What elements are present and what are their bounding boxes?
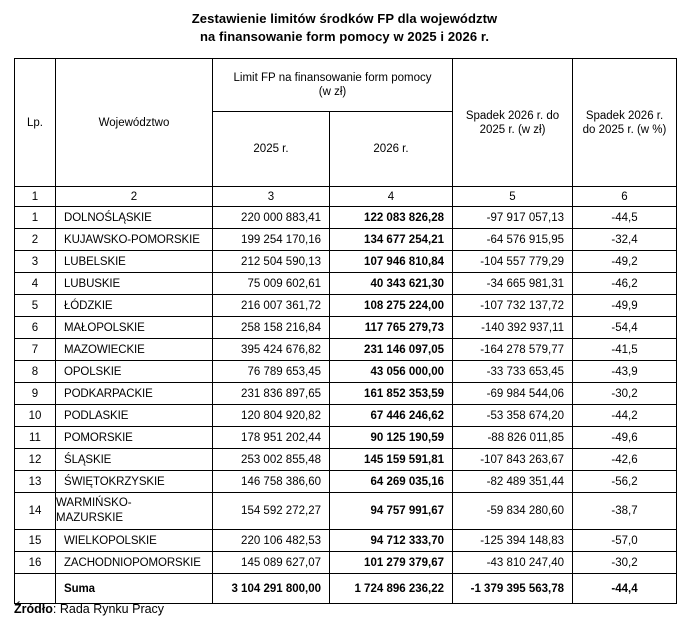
row-2026: 90 125 190,59 (330, 427, 453, 449)
limits-table (14, 58, 677, 604)
row-2025: 120 804 920,82 (213, 405, 330, 427)
row-delta-pct: -44,2 (573, 405, 677, 427)
row-delta-pct: -56,2 (573, 471, 677, 493)
table-container (14, 58, 676, 604)
table-row (15, 449, 677, 471)
row-delta-pct: -49,2 (573, 251, 677, 273)
row-2025: 199 254 170,16 (213, 229, 330, 251)
row-lp: 11 (15, 427, 56, 449)
row-lp: 3 (15, 251, 56, 273)
sum-label: Suma (56, 574, 213, 604)
header-spadek-pct-line2: do 2025 r. (w %) (582, 123, 667, 136)
row-2026: 101 279 379,67 (330, 552, 453, 574)
column-number-5: 5 (453, 187, 573, 207)
table-row (15, 207, 677, 229)
header-lp: Lp. (15, 59, 56, 187)
row-2026: 40 343 621,30 (330, 273, 453, 295)
row-delta-zl: -69 984 544,06 (453, 383, 573, 405)
row-region: PODKARPACKIE (56, 383, 213, 405)
sum-2026: 1 724 896 236,22 (330, 574, 453, 604)
page-title (0, 0, 689, 46)
table-row (15, 552, 677, 574)
row-2026: 134 677 254,21 (330, 229, 453, 251)
sum-delta-zl: -1 379 395 563,78 (453, 574, 573, 604)
row-2026: 231 146 097,05 (330, 339, 453, 361)
row-lp: 9 (15, 383, 56, 405)
table-row (15, 229, 677, 251)
row-delta-pct: -41,5 (573, 339, 677, 361)
row-region: PODLASKIE (56, 405, 213, 427)
header-spadek-zl-line2: 2025 r. (w zł) (479, 123, 546, 136)
row-lp: 14 (15, 493, 56, 530)
source-label: Źródło (14, 602, 53, 616)
row-region: OPOLSKIE (56, 361, 213, 383)
header-spadek-pct (573, 59, 677, 187)
table-sum-row (15, 574, 677, 604)
column-number-6: 6 (573, 187, 677, 207)
row-2026: 117 765 279,73 (330, 317, 453, 339)
sum-2025: 3 104 291 800,00 (213, 574, 330, 604)
row-delta-zl: -97 917 057,13 (453, 207, 573, 229)
row-delta-zl: -43 810 247,40 (453, 552, 573, 574)
row-2025: 258 158 216,84 (213, 317, 330, 339)
column-number-4: 4 (330, 187, 453, 207)
row-2026: 145 159 591,81 (330, 449, 453, 471)
row-lp: 2 (15, 229, 56, 251)
table-row (15, 251, 677, 273)
row-delta-pct: -43,9 (573, 361, 677, 383)
row-region: ŚWIĘTOKRZYSKIE (56, 471, 213, 493)
table-row (15, 295, 677, 317)
row-region: LUBUSKIE (56, 273, 213, 295)
header-spadek-pct-line1: Spadek 2026 r. (585, 109, 664, 122)
row-delta-zl: -140 392 937,11 (453, 317, 573, 339)
title-line-1: Zestawienie limitów środków FP dla województw (191, 11, 498, 26)
row-delta-zl: -64 576 915,95 (453, 229, 573, 251)
row-delta-pct: -30,2 (573, 552, 677, 574)
table-row (15, 530, 677, 552)
header-limit-group-line2: (w zł) (318, 86, 347, 98)
header-row-main (15, 59, 677, 112)
header-spadek-zl (453, 59, 573, 187)
table-row (15, 383, 677, 405)
row-delta-pct: -54,4 (573, 317, 677, 339)
row-lp: 1 (15, 207, 56, 229)
row-lp: 13 (15, 471, 56, 493)
row-lp: 4 (15, 273, 56, 295)
row-region: POMORSKIE (56, 427, 213, 449)
row-2026: 107 946 810,84 (330, 251, 453, 273)
row-delta-pct: -46,2 (573, 273, 677, 295)
row-delta-zl: -33 733 653,45 (453, 361, 573, 383)
row-2025: 220 000 883,41 (213, 207, 330, 229)
table-header (15, 59, 677, 187)
row-2026: 43 056 000,00 (330, 361, 453, 383)
row-2025: 216 007 361,72 (213, 295, 330, 317)
column-number-1: 1 (15, 187, 56, 207)
row-2025: 212 504 590,13 (213, 251, 330, 273)
row-lp: 10 (15, 405, 56, 427)
row-region: ŚLĄSKIE (56, 449, 213, 471)
column-number-row (15, 187, 677, 207)
row-delta-zl: -107 732 137,72 (453, 295, 573, 317)
header-limit-group (213, 59, 453, 112)
sum-lp (15, 574, 56, 604)
row-2026: 94 757 991,67 (330, 493, 453, 530)
row-region: DOLNOŚLĄSKIE (56, 207, 213, 229)
row-delta-zl: -104 557 779,29 (453, 251, 573, 273)
row-2025: 76 789 653,45 (213, 361, 330, 383)
sum-delta-pct: -44,4 (573, 574, 677, 604)
row-delta-zl: -107 843 263,67 (453, 449, 573, 471)
table-row (15, 339, 677, 361)
row-delta-zl: -164 278 579,77 (453, 339, 573, 361)
row-delta-zl: -53 358 674,20 (453, 405, 573, 427)
row-delta-pct: -44,5 (573, 207, 677, 229)
source-value: Rada Rynku Pracy (59, 602, 165, 616)
row-delta-zl: -82 489 351,44 (453, 471, 573, 493)
table-row (15, 493, 677, 530)
row-region-line1: WARMIŃSKO- (56, 497, 132, 509)
header-spadek-zl-line1: Spadek 2026 r. do (465, 109, 560, 122)
row-2025: 145 089 627,07 (213, 552, 330, 574)
row-region-line2: MAZURSKIE (56, 512, 124, 524)
row-2025: 178 951 202,44 (213, 427, 330, 449)
row-lp: 7 (15, 339, 56, 361)
title-line-2: na finansowanie form pomocy w 2025 i 2026 r. (199, 29, 490, 44)
source-note (14, 602, 164, 616)
row-delta-zl: -59 834 280,60 (453, 493, 573, 530)
table-row (15, 361, 677, 383)
table-row (15, 427, 677, 449)
row-2026: 122 083 826,28 (330, 207, 453, 229)
row-region: KUJAWSKO-POMORSKIE (56, 229, 213, 251)
column-number-3: 3 (213, 187, 330, 207)
row-2025: 75 009 602,61 (213, 273, 330, 295)
header-limit-group-line1: Limit FP na finansowanie form pomocy (233, 72, 432, 84)
row-lp: 8 (15, 361, 56, 383)
row-2025: 154 592 272,27 (213, 493, 330, 530)
row-2025: 253 002 855,48 (213, 449, 330, 471)
table-row (15, 317, 677, 339)
row-delta-pct: -32,4 (573, 229, 677, 251)
table-row (15, 273, 677, 295)
row-2025: 220 106 482,53 (213, 530, 330, 552)
row-region: ZACHODNIOPOMORSKIE (56, 552, 213, 574)
table-row (15, 405, 677, 427)
row-2025: 146 758 386,60 (213, 471, 330, 493)
row-region (56, 493, 213, 530)
row-delta-zl: -88 826 011,85 (453, 427, 573, 449)
row-delta-zl: -125 394 148,83 (453, 530, 573, 552)
row-2026: 161 852 353,59 (330, 383, 453, 405)
row-lp: 16 (15, 552, 56, 574)
row-2025: 231 836 897,65 (213, 383, 330, 405)
row-delta-pct: -42,6 (573, 449, 677, 471)
row-2026: 67 446 246,62 (330, 405, 453, 427)
row-2026: 108 275 224,00 (330, 295, 453, 317)
row-2025: 395 424 676,82 (213, 339, 330, 361)
row-region: MAZOWIECKIE (56, 339, 213, 361)
table-row (15, 471, 677, 493)
row-delta-zl: -34 665 981,31 (453, 273, 573, 295)
source-separator: : (52, 602, 60, 616)
row-region: LUBELSKIE (56, 251, 213, 273)
row-delta-pct: -38,7 (573, 493, 677, 530)
header-year-2026: 2026 r. (330, 112, 453, 187)
row-lp: 5 (15, 295, 56, 317)
row-delta-pct: -30,2 (573, 383, 677, 405)
row-2026: 94 712 333,70 (330, 530, 453, 552)
row-region: MAŁOPOLSKIE (56, 317, 213, 339)
row-region: ŁÓDZKIE (56, 295, 213, 317)
row-lp: 6 (15, 317, 56, 339)
table-body (15, 187, 677, 604)
row-delta-pct: -49,9 (573, 295, 677, 317)
column-number-2: 2 (56, 187, 213, 207)
row-2026: 64 269 035,16 (330, 471, 453, 493)
row-lp: 15 (15, 530, 56, 552)
header-year-2025: 2025 r. (213, 112, 330, 187)
row-region: WIELKOPOLSKIE (56, 530, 213, 552)
row-delta-pct: -57,0 (573, 530, 677, 552)
row-delta-pct: -49,6 (573, 427, 677, 449)
row-lp: 12 (15, 449, 56, 471)
header-wojewodztwo: Województwo (56, 59, 213, 187)
